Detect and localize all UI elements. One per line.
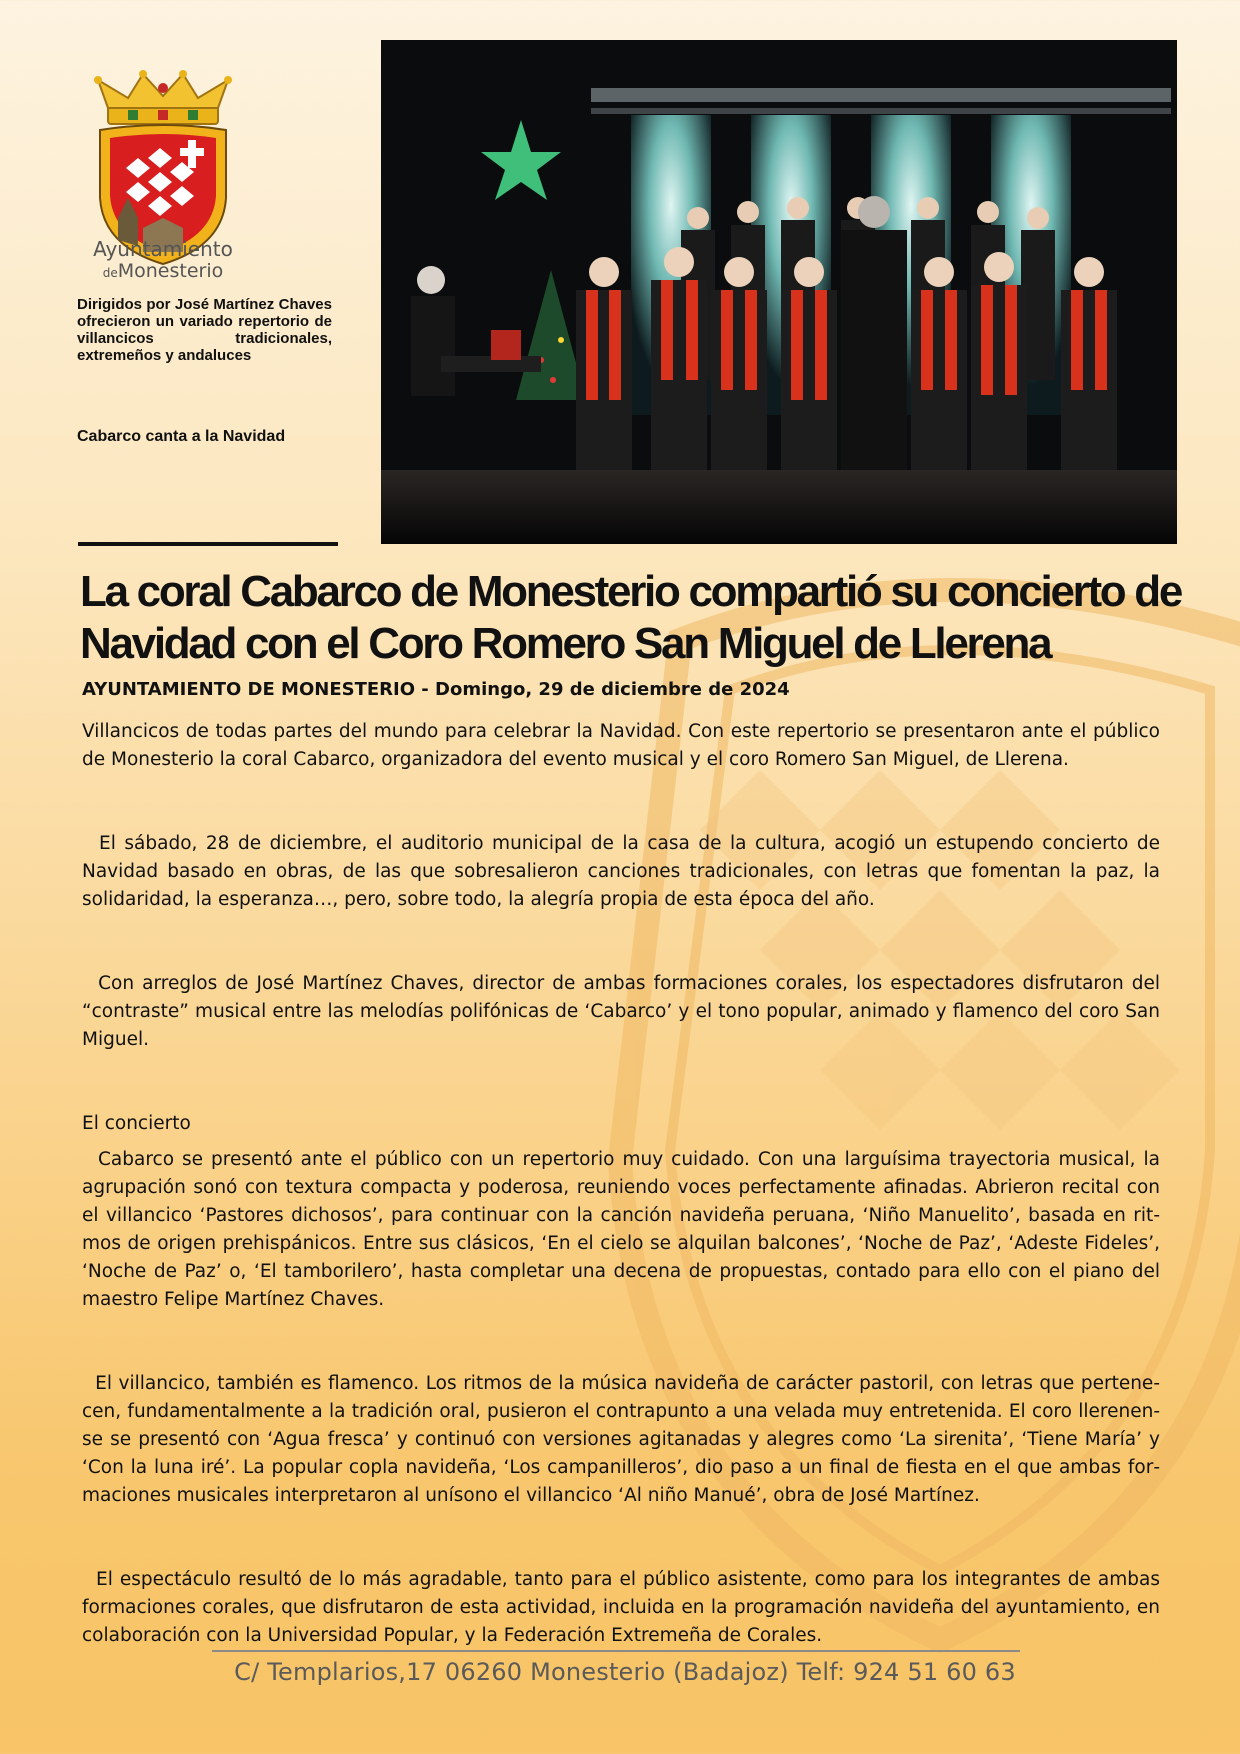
logo-line-2-small: de: [102, 266, 118, 280]
logo-line-1: Ayuntamiento: [93, 237, 233, 261]
crown-icon: [94, 70, 232, 124]
paragraph-5: El villancico, también es flamenco. Los ritmos de la música navideña de carácter pastoril, con letras que pertenecen, fundamentalmente a la tradición oral, pusieron el contrapunto a una velada muy entretenida. El coro llerenense se presentó con ‘Agua fresca’ y continuó con versiones agitanadas y alegres como ‘La sirenita’, ‘Tiene María’ y ‘Con la luna iré’. La popular copla navideña, ‘Los campanilleros’, dio paso a un final de fiesta en el que ambas formaciones musicales interpretaron al unísono el villancico ‘Al niño Manué’, obra de José Martínez.: [82, 1373, 1166, 1506]
sidebar-divider: [78, 542, 338, 546]
logo-line-2: Monesterio: [117, 260, 224, 282]
paragraph-1: Villancicos de todas partes del mundo para celebrar la Navidad. Con este repertorio se presentaron ante el público de Monesterio la coral Cabarco, organizadora del evento musical y el coro Romero San Miguel, de Llerena.: [82, 721, 1160, 770]
photo-caption: Dirigidos por José Martínez Chaves ofrecieron un variado repertorio de villancicos tradicionales, extremeños y andaluces: [77, 296, 332, 364]
section-kicker: Cabarco canta a la Navidad: [77, 428, 286, 445]
footer-divider: [212, 1650, 1020, 1652]
article-body: [82, 718, 1166, 1650]
footer-address: C/ Templarios,17 06260 Monesterio (Badajoz) Telf: 924 51 60 63: [234, 1658, 1016, 1686]
subheading-el-concierto: El concierto: [82, 1113, 191, 1134]
logo-wordmark: [78, 238, 248, 284]
choir-concert-photo: [381, 40, 1177, 544]
paragraph-3: Con arreglos de José Martínez Chaves, director de ambas formaciones corales, los espectadores disfrutaron del “contraste” musical entre las melodías polifónicas de ‘Cabarco’ y el tono popular, animado y flamenco del coro San Miguel.: [82, 973, 1166, 1050]
paragraph-6: El espectáculo resultó de lo más agradable, tanto para el público asistente, como para los integrantes de ambas formaciones corales, que disfrutaron de esta actividad, incluida en la programación navideña del ayuntamiento, en colaboración con la Universidad Popular, y la Federación Extremeña de Corales.: [82, 1569, 1166, 1646]
article-byline: AYUNTAMIENTO DE MONESTERIO - Domingo, 29 de diciembre de 2024: [82, 679, 790, 700]
article-headline: La coral Cabarco de Monesterio compartió su concierto de Navidad con el Coro Romero San Miguel de Llerena: [80, 567, 1182, 668]
paragraph-2: El sábado, 28 de diciembre, el auditorio municipal de la casa de la cultura, acogió un estupendo concierto de Navidad basado en obras, de las que sobresalieron canciones tradicionales, con letras que fomentan la paz, la solidaridad, la esperanza…, pero, sobre todo, la alegría propia de esta época del año.: [82, 833, 1166, 910]
paragraph-4: Cabarco se presentó ante el público con un repertorio muy cuidado. Con una larguísima trayectoria musical, la agrupación sonó con textura compacta y poderosa, reuniendo voces perfectamente afinadas. Abrieron recital con el villancico ‘Pastores dichosos’, para continuar con la canción navideña peruana, ‘Niño Manuelito’, basada en ritmos de origen prehispánicos. Entre sus clásicos, ‘En el cielo se alquilan balcones’, ‘Noche de Paz’, ‘Adeste Fideles’, ‘Noche de Paz’ o, ‘El tamborilero’, hasta completar una decena de propuestas, contado para ello con el piano del maestro Felipe Martínez Chaves.: [82, 1149, 1166, 1310]
